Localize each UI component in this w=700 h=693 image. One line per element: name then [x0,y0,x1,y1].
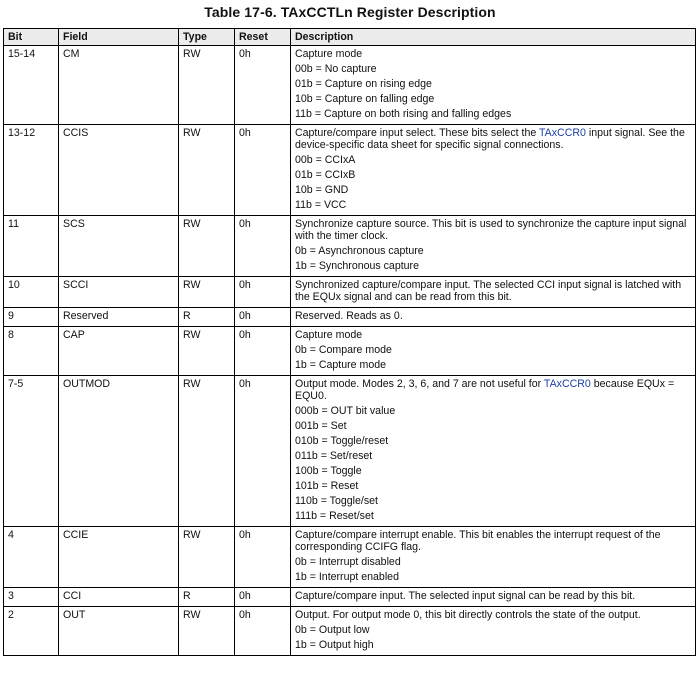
description-text: 11b = VCC [295,199,347,211]
cell-field: Reserved [59,308,179,327]
description-text: 011b = Set/reset [295,450,373,462]
description-line [295,435,691,447]
description-text: Output. For output mode 0, this bit directly controls the state of the output. [295,609,641,621]
description-line [295,529,691,553]
header-description: Description [291,29,696,46]
description-line [295,154,691,166]
description-line [295,420,691,432]
description-text: 01b = CCIxB [295,169,356,181]
cell-bit: 3 [4,588,59,607]
description-line [295,590,691,602]
table-row [4,327,696,376]
cell-description [291,308,696,327]
cell-type: RW [179,46,235,125]
cell-type: RW [179,376,235,527]
cell-type: RW [179,216,235,277]
description-text: 010b = Toggle/reset [295,435,389,447]
table-row [4,46,696,125]
description-text: 110b = Toggle/set [295,495,378,507]
table-title: Table 17-6. TAxCCTLn Register Description [204,4,496,20]
cell-bit: 4 [4,527,59,588]
cell-reset: 0h [235,308,291,327]
cell-reset: 0h [235,527,291,588]
description-line [295,639,691,651]
description-text: 1b = Capture mode [295,359,386,371]
header-bit: Bit [4,29,59,46]
description-line [295,93,691,105]
cell-bit: 8 [4,327,59,376]
cell-type: R [179,308,235,327]
cell-reset: 0h [235,607,291,656]
table-row [4,588,696,607]
header-row [4,29,696,46]
cell-reset: 0h [235,588,291,607]
cell-bit: 10 [4,277,59,308]
cell-field: CM [59,46,179,125]
table-body [4,46,696,656]
description-text: 000b = OUT bit value [295,405,396,417]
description-line [295,450,691,462]
header-field: Field [59,29,179,46]
description-text: because EQUx = EQU0. [295,378,675,402]
description-line [295,279,691,303]
cell-description [291,277,696,308]
description-text: Capture/compare input. The selected input signal can be read by this bit. [295,590,636,602]
cell-type: RW [179,607,235,656]
description-line [295,359,691,371]
description-text: 100b = Toggle [295,465,362,477]
description-text: Capture/compare input select. These bits select the [295,127,539,139]
cell-description [291,376,696,527]
cell-bit: 9 [4,308,59,327]
cell-reset: 0h [235,125,291,216]
description-text: 01b = Capture on rising edge [295,78,432,90]
cell-field: CAP [59,327,179,376]
description-text: Synchronize capture source. This bit is used to synchronize the capture input signal with the timer clock. [295,218,687,242]
description-text: 11b = Capture on both rising and falling edges [295,108,512,120]
description-text: 00b = No capture [295,63,377,75]
cell-description [291,46,696,125]
cell-reset: 0h [235,277,291,308]
cell-type: RW [179,327,235,376]
description-line [295,624,691,636]
description-text: 001b = Set [295,420,347,432]
description-text: 10b = GND [295,184,349,196]
cell-description [291,607,696,656]
description-text: Synchronized capture/compare input. The selected CCI input signal is latched with the EQUx signal and can be read from this bit. [295,279,682,303]
description-text: 0b = Compare mode [295,344,392,356]
description-line [295,48,691,60]
description-line [295,184,691,196]
cell-field: SCCI [59,277,179,308]
cell-field: SCS [59,216,179,277]
header-reset: Reset [235,29,291,46]
register-link[interactable]: TAxCCR0 [539,127,586,139]
cell-field: OUT [59,607,179,656]
cell-description [291,527,696,588]
description-line [295,78,691,90]
register-link[interactable]: TAxCCR0 [543,378,591,390]
description-text: 1b = Synchronous capture [295,260,419,272]
cell-field: OUTMOD [59,376,179,527]
description-line [295,218,691,242]
table-row [4,125,696,216]
cell-description [291,588,696,607]
cell-reset: 0h [235,376,291,527]
description-text: Output mode. Modes 2, 3, 6, and 7 are not useful for [295,378,544,390]
description-text: 1b = Interrupt enabled [295,571,399,583]
cell-type: RW [179,125,235,216]
description-line [295,127,691,151]
header-type: Type [179,29,235,46]
description-text: 0b = Output low [295,624,370,636]
description-line [295,260,691,272]
description-line [295,510,691,522]
description-text: 10b = Capture on falling edge [295,93,435,105]
description-line [295,556,691,568]
description-text: 111b = Reset/set [295,510,374,522]
description-text: 101b = Reset [295,480,359,492]
cell-bit: 13-12 [4,125,59,216]
table-row [4,607,696,656]
cell-reset: 0h [235,46,291,125]
table-row [4,277,696,308]
description-text: 0b = Interrupt disabled [295,556,401,568]
description-text: Capture mode [295,48,363,60]
description-text: Capture/compare interrupt enable. This bit enables the interrupt request of the corresponding CCIFG flag. [295,529,661,553]
description-line [295,329,691,341]
cell-reset: 0h [235,216,291,277]
table-row [4,527,696,588]
description-line [295,465,691,477]
description-text: 0b = Asynchronous capture [295,245,424,257]
description-line [295,169,691,181]
description-line [295,480,691,492]
table-row [4,376,696,527]
cell-field: CCI [59,588,179,607]
description-line [295,609,691,621]
cell-bit: 15-14 [4,46,59,125]
description-line [295,245,691,257]
cell-description [291,216,696,277]
description-line [295,378,691,402]
table-row [4,216,696,277]
description-line [295,344,691,356]
description-line [295,495,691,507]
cell-type: R [179,588,235,607]
description-text: Reserved. Reads as 0. [295,310,403,322]
table-row [4,308,696,327]
cell-description [291,327,696,376]
cell-reset: 0h [235,327,291,376]
description-text: Capture mode [295,329,363,341]
cell-type: RW [179,277,235,308]
cell-field: CCIE [59,527,179,588]
description-line [295,63,691,75]
description-text: input signal. See the device-specific data sheet for specific signal connections. [295,127,685,151]
cell-description [291,125,696,216]
description-text: 1b = Output high [295,639,374,651]
register-description-table [3,28,696,656]
description-line [295,199,691,211]
description-line [295,405,691,417]
cell-bit: 11 [4,216,59,277]
cell-bit: 7-5 [4,376,59,527]
cell-field: CCIS [59,125,179,216]
description-line [295,571,691,583]
cell-bit: 2 [4,607,59,656]
description-line [295,310,691,322]
description-text: 00b = CCIxA [295,154,356,166]
cell-type: RW [179,527,235,588]
description-line [295,108,691,120]
